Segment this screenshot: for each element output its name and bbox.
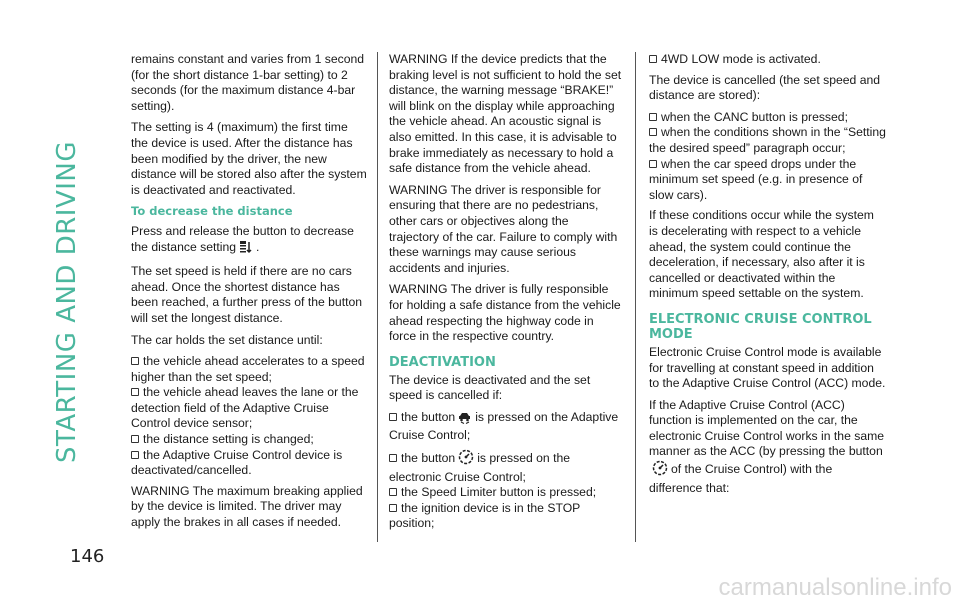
paragraph: The device is cancelled (the set speed and distance are stored): [649,72,881,103]
list-item: the vehicle ahead leaves the lane or the detection field of the Adaptive Cruise Control device sensor; [131,385,359,431]
checkbox-bullet-icon [649,113,657,121]
column-divider [377,52,378,542]
list-item: the vehicle ahead accelerates to a speed higher than the set speed; [131,354,365,384]
column-1 [131,52,367,537]
section-title: STARTING AND DRIVING [52,140,82,464]
paragraph: The device is deactivated and the set speed is cancelled if: [389,372,591,403]
cruise-speedometer-icon [458,449,474,470]
warning-text: WARNING The driver is responsible for ensuring that there are no pedestrians, other cars or objectives along the trajectory of the car. Failure to comply with these warnings may cause serious accidents and injuries. [389,182,618,275]
checkbox-bullet-icon [389,504,397,512]
checkbox-bullet-icon [131,357,139,365]
column-3 [649,52,886,502]
list-item: when the car speed drops under the minimum set speed (e.g. in presence of slow cars). [649,156,863,202]
warning-text: WARNING The driver is fully responsible for holding a safe distance from the vehicle ahead respecting the highway code in force in the respective country. [389,282,621,344]
checkbox-bullet-icon [131,388,139,396]
page-number: 146 [70,546,105,567]
watermark: carmanualsonline.info [718,574,952,601]
cruise-speedometer-icon [652,460,668,481]
distance-setting-icon [239,240,253,259]
list-item: the button is pressed on the Adaptive Cruise Control; [389,409,619,443]
warning-text: WARNING The maximum breaking applied by the device is limited. The driver may apply the brakes in all cases if needed. [131,483,363,530]
warning-text: WARNING If the device predicts that the braking level is not sufficient to hold the set distance, the warning message “BRAKE!” will blink on the display while approaching the vehicle ahead. An acoustic signal is also emitted. In this case, it is advisable to brake immediately as necessary to hold a safe distance from the vehicle ahead. [389,52,622,176]
checkbox-bullet-icon [649,55,657,63]
list-item: 4WD LOW mode is activated. [649,52,886,68]
section-heading: ELECTRONIC CRUISE CONTROL MODE [649,311,872,342]
column-2 [389,52,622,532]
paragraph: The set speed is held if there are no cars ahead. Once the shortest distance has been reached, a further press of the button will set the longest distance. [131,264,363,325]
checkbox-bullet-icon [649,160,657,168]
paragraph: Electronic Cruise Control mode is available for travelling at constant speed in addition to the Adaptive Cruise Control (ACC) mode. [649,344,886,391]
paragraph: Press and release the button to decrease the distance setting . [131,224,367,258]
list-item: the Adaptive Cruise Control device is deactivated/cancelled. [131,447,343,478]
list-item: when the CANC button is pressed; [649,110,886,126]
checkbox-bullet-icon [131,435,139,443]
checkbox-bullet-icon [389,413,397,421]
list-item: the button is pressed on the electronic Cruise Control; [389,451,571,484]
checkbox-bullet-icon [389,488,397,496]
paragraph: The setting is 4 (maximum) the first time the device is used. After the distance has been modified by the driver, the new distance will be stored also after the system is deactivated and reactivated. [131,120,367,197]
list-item: the ignition device is in the STOP position; [389,500,581,531]
list-item: the Speed Limiter button is pressed; [389,485,622,501]
list-item: when the conditions shown in the “Setting the desired speed” paragraph occur; [649,125,886,155]
paragraph: If these conditions occur while the system is decelerating with respect to a vehicle ahead, the system could continue the deceleration, if necessary, also after it is cancelled or deactivated within the minimum speed settable on the system. [649,208,874,301]
subheading: To decrease the distance [131,204,293,219]
checkbox-bullet-icon [649,128,657,136]
column-divider [635,52,636,542]
checkbox-bullet-icon [131,451,139,459]
list-item: the distance setting is changed; [131,432,367,448]
section-heading: DEACTIVATION [389,354,496,370]
paragraph: The car holds the set distance until: [131,332,323,347]
acc-car-icon [458,412,472,429]
checkbox-bullet-icon [389,454,397,462]
paragraph: If the Adaptive Cruise Control (ACC) function is implemented on the car, the electronic Cruise Control works in the same manner as the ACC (by pressing the buttonof the Cruise Control) with the difference that: [649,397,885,495]
paragraph: remains constant and varies from 1 second (for the short distance 1-bar setting) to 2 seconds (for the maximum distance 4-bar setting). [131,52,365,113]
